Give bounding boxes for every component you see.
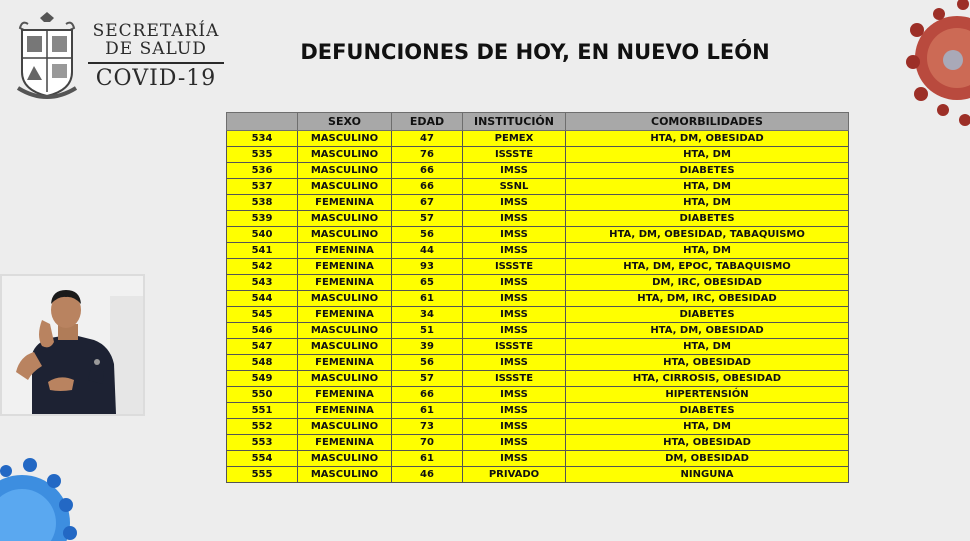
cell-sexo: FEMENINA xyxy=(298,259,392,275)
cell-case-number: 555 xyxy=(227,467,298,483)
cell-comorbilidades: HTA, OBESIDAD xyxy=(566,435,849,451)
cell-sexo: MASCULINO xyxy=(298,419,392,435)
cell-comorbilidades: DIABETES xyxy=(566,403,849,419)
cell-sexo: MASCULINO xyxy=(298,467,392,483)
cell-edad: 61 xyxy=(392,403,463,419)
cell-edad: 57 xyxy=(392,371,463,387)
cell-institucion: IMSS xyxy=(463,163,566,179)
virus-decoration-icon xyxy=(895,0,970,140)
cell-edad: 65 xyxy=(392,275,463,291)
table-row xyxy=(227,147,849,163)
cell-institucion: IMSS xyxy=(463,275,566,291)
cell-comorbilidades: DM, OBESIDAD xyxy=(566,451,849,467)
logo-line-3: COVID-19 xyxy=(95,66,217,91)
cell-case-number: 544 xyxy=(227,291,298,307)
cell-edad: 57 xyxy=(392,211,463,227)
cell-institucion: IMSS xyxy=(463,419,566,435)
cell-institucion: IMSS xyxy=(463,243,566,259)
cell-sexo: FEMENINA xyxy=(298,307,392,323)
table-row xyxy=(227,451,849,467)
cell-case-number: 541 xyxy=(227,243,298,259)
table-row xyxy=(227,195,849,211)
cell-edad: 56 xyxy=(392,227,463,243)
cell-comorbilidades: HTA, DM xyxy=(566,195,849,211)
table-row xyxy=(227,211,849,227)
cell-case-number: 547 xyxy=(227,339,298,355)
cell-sexo: MASCULINO xyxy=(298,227,392,243)
cell-comorbilidades: HTA, OBESIDAD xyxy=(566,355,849,371)
cell-edad: 61 xyxy=(392,451,463,467)
state-seal-logo xyxy=(14,10,80,102)
cell-comorbilidades: HTA, DM, EPOC, TABAQUISMO xyxy=(566,259,849,275)
cell-comorbilidades: HTA, DM, OBESIDAD xyxy=(566,131,849,147)
cell-edad: 34 xyxy=(392,307,463,323)
cell-institucion: PRIVADO xyxy=(463,467,566,483)
cell-edad: 67 xyxy=(392,195,463,211)
cell-institucion: PEMEX xyxy=(463,131,566,147)
cell-edad: 44 xyxy=(392,243,463,259)
cell-case-number: 549 xyxy=(227,371,298,387)
cell-sexo: FEMENINA xyxy=(298,387,392,403)
table-row xyxy=(227,227,849,243)
table-row xyxy=(227,355,849,371)
table-row xyxy=(227,403,849,419)
cell-comorbilidades: DIABETES xyxy=(566,307,849,323)
cell-case-number: 546 xyxy=(227,323,298,339)
table-row xyxy=(227,371,849,387)
cell-comorbilidades: HTA, DM, OBESIDAD, TABAQUISMO xyxy=(566,227,849,243)
cell-edad: 61 xyxy=(392,291,463,307)
table-row xyxy=(227,339,849,355)
cell-edad: 51 xyxy=(392,323,463,339)
table-row xyxy=(227,275,849,291)
cell-institucion: IMSS xyxy=(463,403,566,419)
table-header-row xyxy=(227,113,849,131)
cell-sexo: MASCULINO xyxy=(298,323,392,339)
table-row xyxy=(227,243,849,259)
cell-comorbilidades: HTA, DM, IRC, OBESIDAD xyxy=(566,291,849,307)
cell-case-number: 550 xyxy=(227,387,298,403)
cell-institucion: IMSS xyxy=(463,387,566,403)
header-case-number xyxy=(227,113,298,131)
header-institucion: INSTITUCIÓN xyxy=(463,113,566,131)
cell-comorbilidades: DIABETES xyxy=(566,211,849,227)
table-row xyxy=(227,163,849,179)
cell-institucion: IMSS xyxy=(463,195,566,211)
cell-case-number: 538 xyxy=(227,195,298,211)
cell-comorbilidades: HTA, DM, OBESIDAD xyxy=(566,323,849,339)
cell-sexo: FEMENINA xyxy=(298,195,392,211)
table-row xyxy=(227,291,849,307)
sign-language-interpreter-video xyxy=(0,274,145,416)
cell-institucion: IMSS xyxy=(463,307,566,323)
cell-case-number: 536 xyxy=(227,163,298,179)
cell-sexo: MASCULINO xyxy=(298,147,392,163)
cell-comorbilidades: HIPERTENSIÓN xyxy=(566,387,849,403)
cell-sexo: MASCULINO xyxy=(298,291,392,307)
cell-institucion: IMSS xyxy=(463,211,566,227)
table-row xyxy=(227,387,849,403)
cell-edad: 56 xyxy=(392,355,463,371)
logo-divider xyxy=(88,62,224,64)
cell-institucion: ISSSTE xyxy=(463,371,566,387)
cell-comorbilidades: DIABETES xyxy=(566,163,849,179)
cell-sexo: MASCULINO xyxy=(298,451,392,467)
cell-comorbilidades: HTA, DM xyxy=(566,179,849,195)
table-row xyxy=(227,179,849,195)
cell-comorbilidades: HTA, CIRROSIS, OBESIDAD xyxy=(566,371,849,387)
cell-institucion: ISSSTE xyxy=(463,339,566,355)
cell-case-number: 552 xyxy=(227,419,298,435)
cell-edad: 39 xyxy=(392,339,463,355)
cell-institucion: SSNL xyxy=(463,179,566,195)
page-title: DEFUNCIONES DE HOY, EN NUEVO LEÓN xyxy=(300,40,770,64)
virus-decoration-blue-icon xyxy=(0,441,82,541)
cell-sexo: FEMENINA xyxy=(298,435,392,451)
table-row xyxy=(227,307,849,323)
cell-sexo: FEMENINA xyxy=(298,243,392,259)
cell-comorbilidades: HTA, DM xyxy=(566,243,849,259)
cell-institucion: IMSS xyxy=(463,355,566,371)
cell-sexo: FEMENINA xyxy=(298,355,392,371)
cell-comorbilidades: DM, IRC, OBESIDAD xyxy=(566,275,849,291)
cell-case-number: 554 xyxy=(227,451,298,467)
cell-institucion: ISSSTE xyxy=(463,147,566,163)
cell-institucion: ISSSTE xyxy=(463,259,566,275)
interpreter-image xyxy=(2,276,143,414)
logo-line-2: DE SALUD xyxy=(105,39,207,59)
cell-case-number: 551 xyxy=(227,403,298,419)
cell-edad: 66 xyxy=(392,179,463,195)
cell-comorbilidades: NINGUNA xyxy=(566,467,849,483)
cell-sexo: FEMENINA xyxy=(298,275,392,291)
deaths-table xyxy=(226,112,849,483)
cell-case-number: 543 xyxy=(227,275,298,291)
cell-case-number: 553 xyxy=(227,435,298,451)
cell-institucion: IMSS xyxy=(463,291,566,307)
cell-case-number: 534 xyxy=(227,131,298,147)
cell-case-number: 545 xyxy=(227,307,298,323)
cell-edad: 66 xyxy=(392,387,463,403)
cell-case-number: 540 xyxy=(227,227,298,243)
cell-sexo: FEMENINA xyxy=(298,403,392,419)
cell-comorbilidades: HTA, DM xyxy=(566,419,849,435)
header-edad: EDAD xyxy=(392,113,463,131)
cell-edad: 93 xyxy=(392,259,463,275)
cell-edad: 73 xyxy=(392,419,463,435)
cell-institucion: IMSS xyxy=(463,227,566,243)
cell-case-number: 537 xyxy=(227,179,298,195)
cell-case-number: 542 xyxy=(227,259,298,275)
secretaria-de-salud-logo-text xyxy=(86,22,226,91)
cell-edad: 70 xyxy=(392,435,463,451)
cell-sexo: MASCULINO xyxy=(298,211,392,227)
cell-sexo: MASCULINO xyxy=(298,163,392,179)
cell-edad: 47 xyxy=(392,131,463,147)
cell-comorbilidades: HTA, DM xyxy=(566,339,849,355)
header-sexo: SEXO xyxy=(298,113,392,131)
cell-edad: 76 xyxy=(392,147,463,163)
cell-institucion: IMSS xyxy=(463,451,566,467)
cell-edad: 46 xyxy=(392,467,463,483)
cell-case-number: 535 xyxy=(227,147,298,163)
cell-case-number: 548 xyxy=(227,355,298,371)
cell-sexo: MASCULINO xyxy=(298,179,392,195)
logo-line-1: SECRETARÍA xyxy=(92,21,220,41)
cell-edad: 66 xyxy=(392,163,463,179)
cell-sexo: MASCULINO xyxy=(298,131,392,147)
cell-comorbilidades: HTA, DM xyxy=(566,147,849,163)
table-row xyxy=(227,467,849,483)
table-row xyxy=(227,435,849,451)
cell-sexo: MASCULINO xyxy=(298,339,392,355)
table-row xyxy=(227,323,849,339)
table-row xyxy=(227,419,849,435)
cell-institucion: IMSS xyxy=(463,323,566,339)
cell-institucion: IMSS xyxy=(463,435,566,451)
cell-case-number: 539 xyxy=(227,211,298,227)
cell-sexo: MASCULINO xyxy=(298,371,392,387)
table-row xyxy=(227,131,849,147)
table-row xyxy=(227,259,849,275)
header-comorbilidades: COMORBILIDADES xyxy=(566,113,849,131)
